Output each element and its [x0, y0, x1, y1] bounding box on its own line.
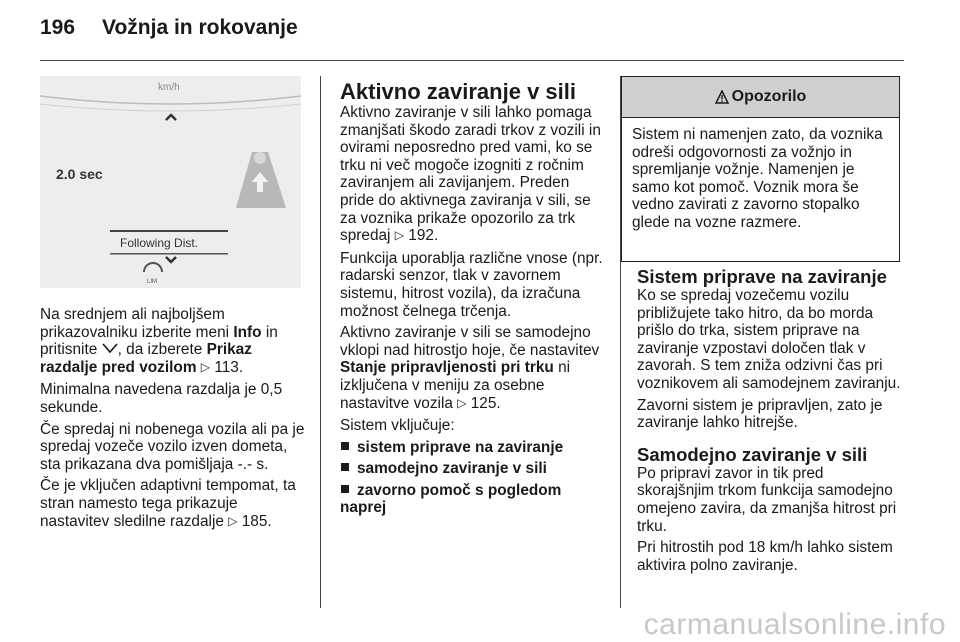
display-label: Following Dist.	[120, 236, 199, 250]
list-item: zavorno pomoč s pogledom naprej	[340, 481, 562, 517]
instrument-display-image	[40, 76, 301, 288]
warning-icon	[715, 90, 729, 104]
right-paragraph-1: Ko se spredaj vozečemu vozilu približujete tako hitro, da bo morda prišlo do trka, sistem priprave na zaviranje vzpostavi določen tlak v zavorah. S tem zniža odzivni čas pri voznikovem ali samodejnem zaviranju.	[637, 287, 901, 392]
left-paragraph-2: Minimalna navedena razdalja je 0,5 sekunde.	[40, 381, 283, 416]
system-list	[340, 439, 606, 517]
middle-paragraph-4: Sistem vključuje:	[340, 417, 455, 435]
display-time: 2.0 sec	[56, 166, 103, 182]
display-icon-label: LIM	[147, 279, 158, 285]
subsection-title-1: Sistem priprave na zaviranje	[637, 266, 887, 287]
left-paragraph-4: Če je vključen adaptivni tempomat, ta stran namesto tega prikazuje nastavitev sledilne razdalje ▷ 185.	[40, 477, 296, 530]
list-item: sistem priprave na zaviranje	[340, 439, 606, 457]
page-ref-icon: ▷	[200, 359, 211, 374]
column-divider-left	[320, 76, 321, 608]
middle-paragraph-2: Funkcija uporablja različne vnose (npr. radarski senzor, tlak v zavornem sistemu, hitrost vozila), da izračuna možnost čelnega trčenja.	[340, 249, 603, 320]
left-paragraph-3: Če spredaj ni nobenega vozila ali pa je spredaj vozeče vozilo izven dometa, sta prikazana dva pomišljaja -.- s.	[40, 420, 305, 473]
warning-box	[621, 76, 900, 262]
page-number: 196	[40, 16, 76, 39]
display-speed-unit: km/h	[158, 82, 180, 93]
middle-column	[340, 80, 606, 521]
left-paragraph-1: Na srednjem ali najboljšem prikazovalniku izberite meni Info in pritisnite , da izberete Prikaz razdalje pred vozilom ▷ 113.	[40, 306, 278, 376]
warning-text: Sistem ni namenjen zato, da voznika odreši odgovornosti za vožnjo in spremljanje vožnje. Namenjen je samo kot pomoč. Voznik mora še vedno zavirati z zavorno stopalko glede na vozne razmere.	[632, 126, 883, 231]
subsection-title-2: Samodejno zaviranje v sili	[637, 443, 868, 465]
right-column	[637, 266, 903, 578]
left-column	[40, 306, 308, 535]
right-paragraph-4: Pri hitrostih pod 18 km/h lahko sistem aktivira polno zaviranje.	[637, 539, 893, 574]
warning-title-bar	[622, 77, 899, 118]
page-ref-icon: ▷	[228, 513, 238, 528]
middle-paragraph-3: Aktivno zaviranje v sili se samodejno vklopi nad hitrostjo hoje, če nastavitev Stanje pripravljenosti pri trku ni izključena v meniju za osebne nastavitve vozila ▷ 125.	[340, 324, 600, 412]
page-ref-icon: ▷	[457, 395, 467, 410]
warning-title: Opozorilo	[731, 88, 807, 105]
page-header	[40, 16, 298, 40]
page-title: Vožnja in rokovanje	[102, 16, 298, 39]
display-illustration	[40, 76, 301, 288]
right-paragraph-3: Po pripravi zavor in tik pred skorajšnjim trkom funkcija samodejno omejeno zavira, da zmanjša hitrost pri trku.	[637, 464, 897, 535]
section-title: Aktivno zaviranje v sili	[340, 79, 576, 104]
chevron-down-icon	[102, 343, 118, 354]
watermark: carmanualsonline.info	[643, 608, 946, 641]
list-item: samodejno zaviranje v sili	[340, 460, 606, 478]
right-paragraph-2: Zavorni sistem je pripravljen, zato je zaviranje lahko hitrejše.	[637, 396, 883, 432]
middle-paragraph-1: Aktivno zaviranje v sili lahko pomaga zmanjšati škodo zaradi trkov z vozili in ovirami neposredno pred vami, ko se trku ni več mogoče izogniti z ročnim zaviranjem ali zavijanjem. Preden pride do aktivnega zaviranja v sili, se za voznika prikaže opozorilo za trk spredaj ▷ 192.	[340, 104, 601, 245]
page-ref-icon: ▷	[394, 228, 404, 243]
header-rule	[40, 60, 904, 61]
